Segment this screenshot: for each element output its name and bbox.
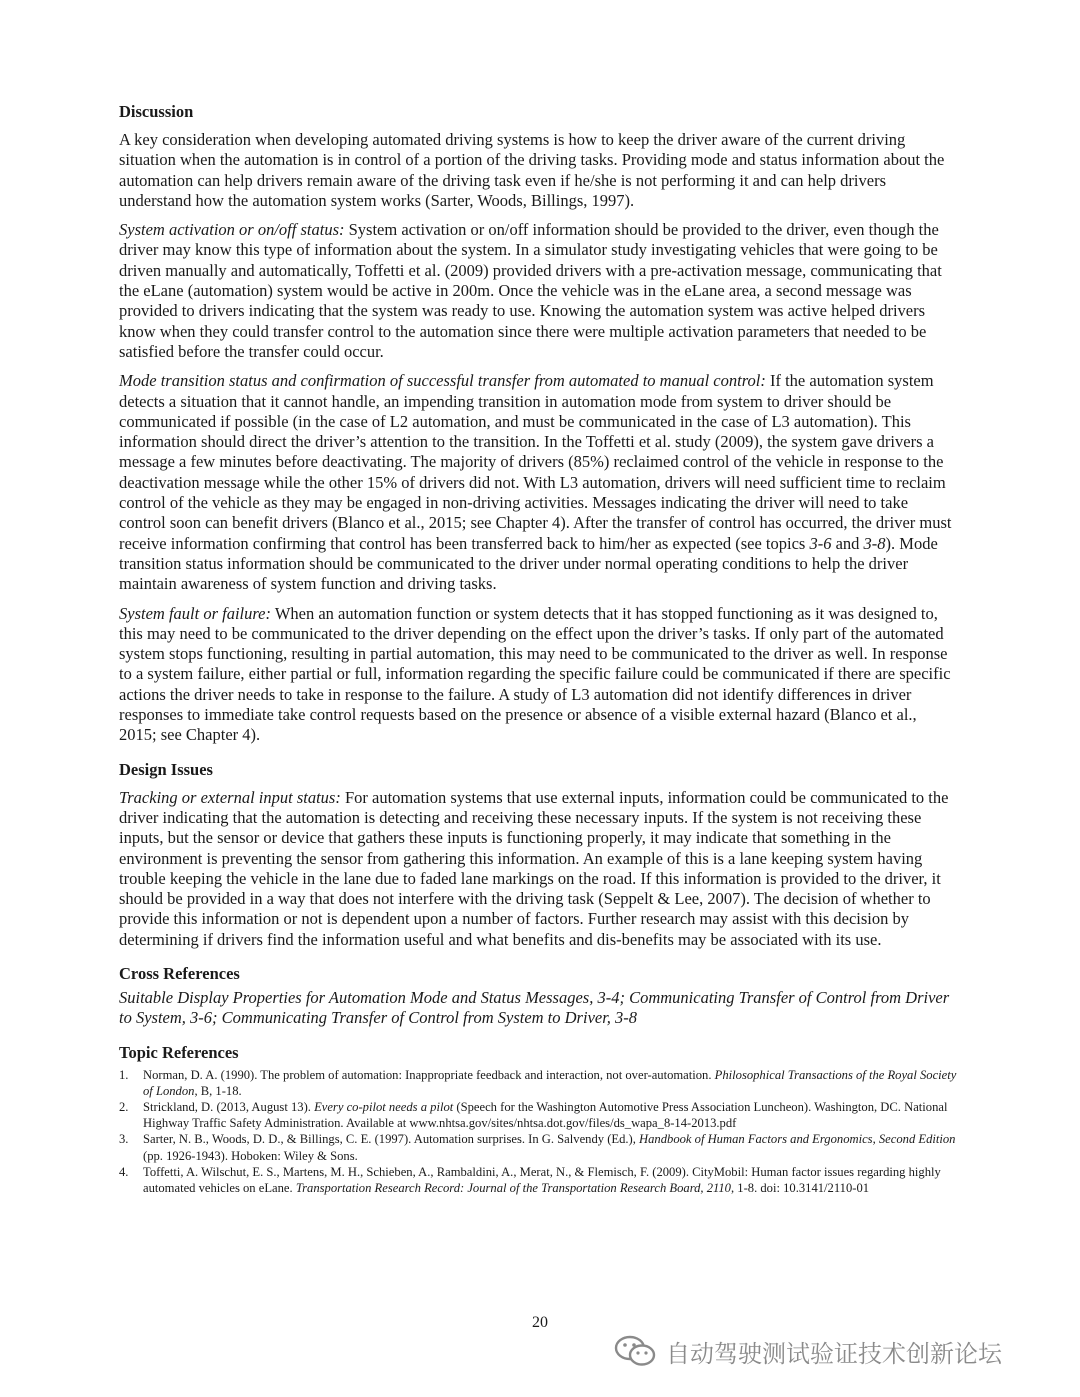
mode-transition-body-end: ). Mode transition status information should be communicated to the driver under normal operating conditions to help the driver maintain awareness of system function and driving tasks. [119, 533, 938, 594]
discussion-paragraph-4 [119, 604, 957, 746]
reference-number: 4. [119, 1164, 129, 1179]
page-number: 20 [532, 1314, 548, 1331]
reference-number: 1. [119, 1067, 129, 1082]
cross-references-section [119, 964, 957, 1029]
system-fault-lead: System fault or failure: [119, 603, 271, 623]
activation-status-body: System activation or on/off information should be provided to the driver, even though the driver may know this type of information about the system. In a simulator study investigating vehicles that were going to be driven manually and automatically, Toffetti et al. (2009) provided drivers with a pre-activation message, communicating that the eLane (automation) system would be active in 200m. Once the vehicle was in the eLane area, a second message was provided to drivers indicating that the system was ready to use. Knowing the automation system was active helped drivers know when they could transfer control to the automation since there were multiple activation parameters that needed to be satisfied before the transfer could occur. [119, 220, 942, 361]
topic-references-heading: Topic References [119, 1042, 239, 1062]
mode-transition-lead: Mode transition status and confirmation of successful transfer from automated to manual control: [119, 371, 766, 391]
reference-source: Transportation Research Record: Journal of the Transportation Research Board, 2110 [295, 1181, 731, 1195]
reference-text: Strickland, D. (2013, August 13). [143, 1099, 315, 1114]
reference-text-end: (Speech for the Washington Automotive Press Association Luncheon). Washington, DC. National Highway Traffic Safety Administration. Available at www.nhtsa.gov/sites/nhtsa.dot.gov/files/ds_wapa_8-14-2013.pdf [143, 1099, 948, 1131]
reference-number: 2. [119, 1099, 129, 1114]
reference-item [119, 1164, 957, 1196]
design-issues-section [119, 760, 957, 950]
reference-item [119, 1099, 957, 1131]
tracking-status-body: For automation systems that use external inputs, information could be communicated to the driver indicating that the automation is detecting and receiving these necessary inputs. If the system is not receiving these inputs, but the sensor or device that gathers these inputs is functioning properly, it may indicate that something in the environment is preventing the sensor from gathering this information. An example of this is a lane keeping system having trouble keeping the vehicle in the lane due to faded lane markings on the road. If this information is provided to the driver, it should be provided in a way that does not interfere with the driving task (Seppelt & Lee, 2007). The decision of whether to provide this information or not is dependent upon a number of factors. Further research may assist with this decision by determining if drivers find the information useful and what benefits and dis-benefits may be associated with its use. [119, 787, 949, 949]
reference-text-end: , 1-8. doi: 10.3141/2110-01 [730, 1181, 870, 1195]
reference-text: Norman, D. A. (1990). The problem of automation: Inappropriate feedback and interaction, not over-automation. [143, 1067, 715, 1082]
topic-ref-3-8: 3-8 [863, 533, 886, 553]
wechat-icon [614, 1334, 658, 1368]
cross-references-heading: Cross References [119, 963, 240, 983]
discussion-paragraph-2 [119, 220, 957, 362]
document-page [119, 102, 957, 1196]
activation-status-lead: System activation or on/off status: [119, 220, 345, 240]
reference-text: Toffetti, A. Wilschut, E. S., Martens, M. H., Schieben, A., Rambaldini, A., Merat, N., & Flemisch, F. (2009). CityMobil: Human factor issues regarding highly automated vehicles on eLane. [143, 1164, 941, 1195]
system-fault-body: When an automation function or system detects that it has stopped functioning as it was designed to, this may need to be communicated to the driver depending on the effect upon the driver’s tasks. If only part of the automated system stops functioning, resulting in partial automation, this may need to be communicated to the driver as well. In response to a system failure, either partial or full, information regarding the specific failure could be communicated if there are specific actions the driver needs to take in response to the failure. A study of L3 automation did not identify differences in driver responses to immediate take control requests based on the presence or absence of a visible external hazard (Blanco et al., 2015; see Chapter 4). [119, 603, 951, 745]
reference-source: Every co-pilot needs a pilot [314, 1099, 454, 1114]
topic-ref-3-6: 3-6 [809, 533, 832, 553]
design-issues-paragraph [119, 788, 957, 950]
mode-transition-body: If the automation system detects a situation that it cannot handle, an impending transition in automation mode from system to driver should be communicated if possible (in the case of L2 automation, and must be communicated in the case of L3 automation). This information should direct the driver’s attention to the transition. In the Toffetti et al. study (2009), the system gave drivers a message a few minutes before deactivating. The majority of drivers (85%) reclaimed control of the vehicle in response to the deactivation message while the other 15% of drivers did not. With L3 automation, drivers will need sufficient time to reclaim control of the vehicle as they may be engaged in non-driving activities. Messages indicating the driver will need to take control soon can benefit drivers (Blanco et al., 2015; see Chapter 4). After the transfer of control has occurred, the driver must receive information confirming that control has been transferred back to him/her as expected (see topics [119, 371, 952, 553]
reference-text-end: , B, 1-18. [194, 1083, 242, 1098]
reference-item [119, 1131, 957, 1163]
design-issues-heading: Design Issues [119, 759, 213, 779]
topic-references-section [119, 1043, 957, 1197]
reference-source: Philosophical Transactions of the Royal Society of London [143, 1067, 957, 1098]
tracking-status-lead: Tracking or external input status: [119, 787, 341, 807]
discussion-paragraph-1: A key consideration when developing automated driving systems is how to keep the driver aware of the current driving situation when the automation is in control of a portion of the driving tasks. Providing mode and status information about the automation can help drivers remain aware of the driving task even if he/she is not performing it and can help drivers understand how the automation system works (Sarter, Woods, Billings, 1997). [119, 130, 945, 210]
watermark-text: 自动驾驶测试验证技术创新论坛 [666, 1339, 1002, 1368]
and-text: and [831, 533, 864, 553]
reference-text: Sarter, N. B., Woods, D. D., & Billings, C. E. (1997). Automation surprises. In G. Salvendy (Ed.), [143, 1132, 640, 1147]
discussion-paragraph-3 [119, 371, 957, 594]
watermark [614, 1331, 1002, 1371]
topic-references-list [119, 1067, 957, 1197]
reference-text-end: (pp. 1926-1943). Hoboken: Wiley & Sons. [143, 1148, 358, 1163]
cross-references-text: Suitable Display Properties for Automation Mode and Status Messages, 3-4; Communicating Transfer of Control from Driver to System, 3-6; Communicating Transfer of Control from System to Driver, 3-8 [119, 987, 950, 1028]
reference-item [119, 1067, 957, 1099]
reference-number: 3. [119, 1132, 129, 1147]
discussion-heading: Discussion [119, 102, 194, 121]
discussion-section [119, 102, 957, 746]
reference-source: Handbook of Human Factors and Ergonomics, Second Edition [639, 1132, 956, 1147]
